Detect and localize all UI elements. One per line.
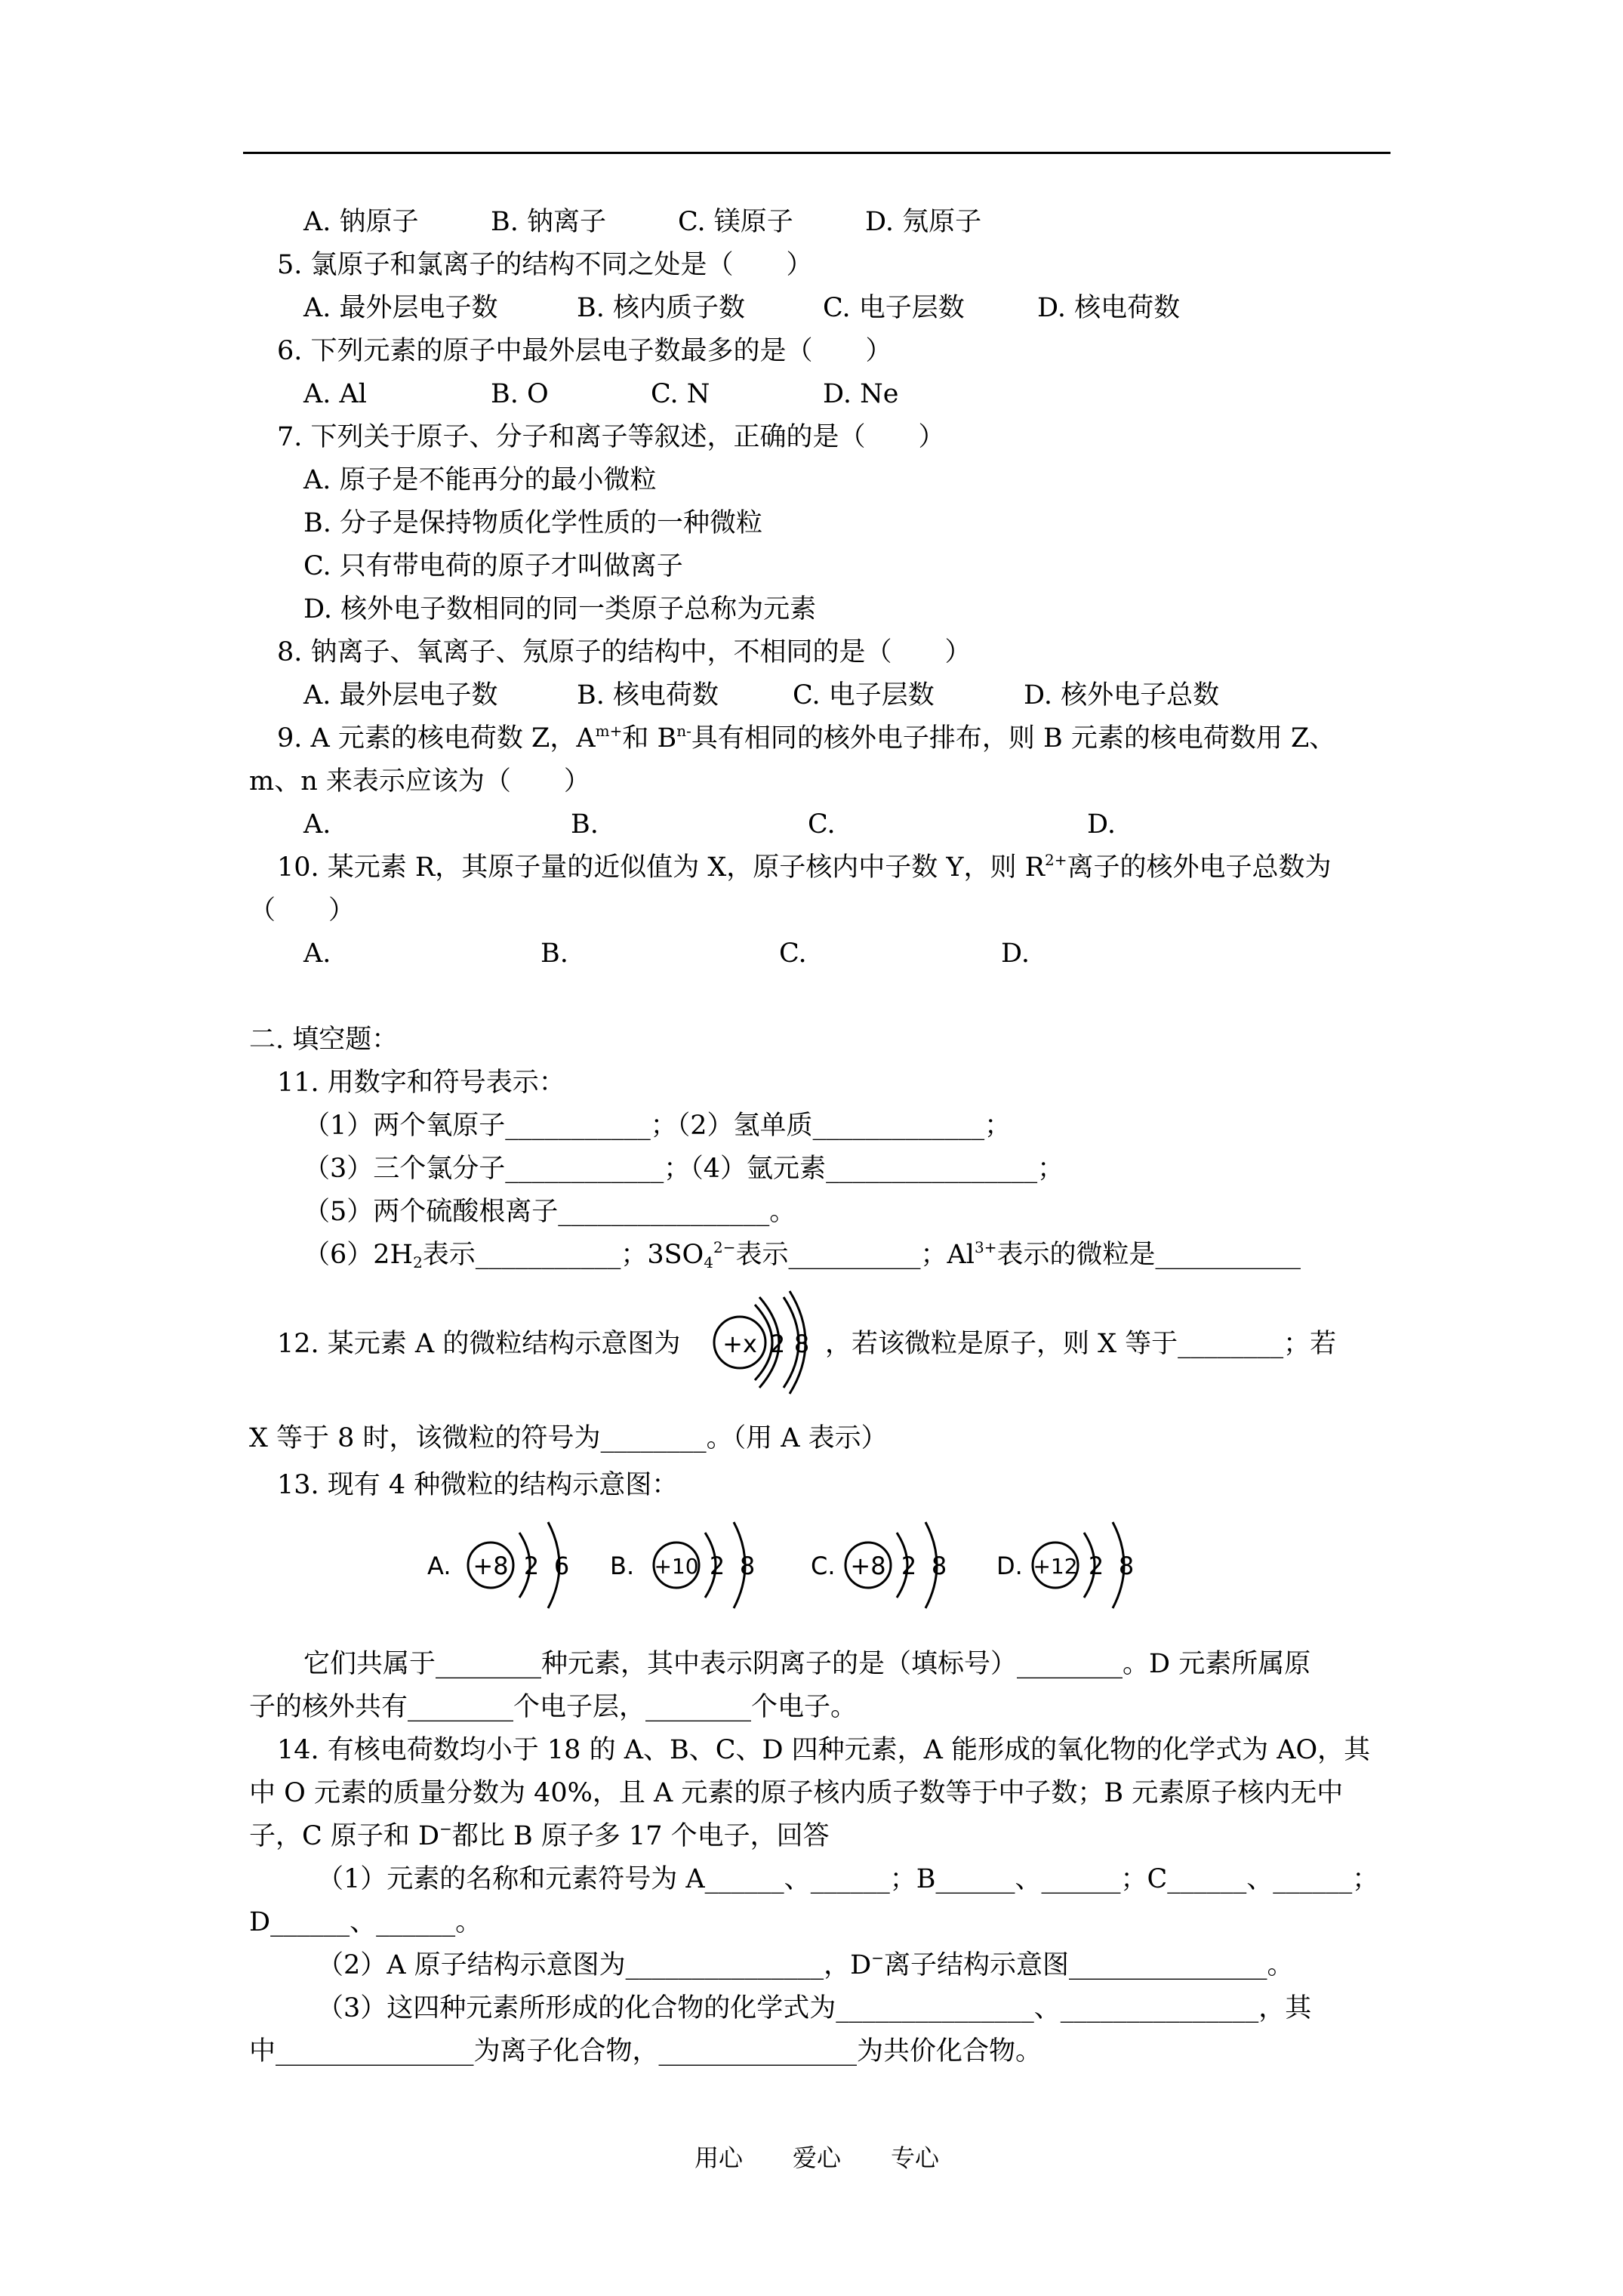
- q13-diagram-a: [427, 1522, 569, 1608]
- q9-stem-line2: m、n 来表示应该为（ ）: [249, 766, 590, 797]
- q12-shell-1-count: 2: [769, 1330, 786, 1358]
- q13-diagram-b: [610, 1522, 755, 1608]
- q6-stem: 6. 下列元素的原子中最外层电子数最多的是（ ）: [277, 336, 892, 366]
- q12-line2: X 等于 8 时，该微粒的符号为________。（用 A 表示）: [249, 1423, 888, 1453]
- q13-diagram-d-label: D.: [996, 1552, 1023, 1580]
- q13-diagram-c-shell-1-count: 2: [901, 1552, 917, 1580]
- q14-part3: （3）这四种元素所形成的化合物的化学式为_______________、_______________，其: [317, 1993, 1312, 2023]
- q4-option-c: C. 镁原子: [678, 207, 793, 237]
- q9-option-a: A.: [303, 809, 331, 840]
- q13-diagram-a-shell-2-count: 6: [553, 1552, 570, 1580]
- footer-text-3: 专心: [891, 2143, 940, 2172]
- q7-option-d: D. 核外电子数相同的同一类原子总称为元素: [303, 594, 817, 624]
- header-rule: [243, 152, 1390, 154]
- q4-option-a: A. 钠原子: [303, 207, 419, 237]
- q14-part1-line2: D______、______。: [249, 1907, 482, 1937]
- q12-shell-2-count: 8: [793, 1330, 810, 1358]
- q4-option-b: B. 钠离子: [491, 207, 606, 237]
- q10-option-c: C.: [779, 938, 807, 969]
- q5-option-c: C. 电子层数: [823, 293, 965, 323]
- q6-option-d: D. Ne: [823, 379, 899, 409]
- q13-line1: 它们共属于________种元素，其中表示阴离子的是（填标号）________。D 元素所属原: [303, 1649, 1311, 1679]
- section-title: 二. 填空题：: [249, 1025, 399, 1055]
- q10-option-a: A.: [303, 938, 331, 969]
- q5-stem: 5. 氯原子和氯离子的结构不同之处是（ ）: [277, 250, 813, 280]
- q8-option-a: A. 最外层电子数: [303, 680, 498, 710]
- q9-stem: 9. A 元素的核电荷数 Z，$A^{m+}$和 $B^{n-}$具有相同的核外电子排布，则 B 元素的核电荷数用 Z、: [277, 722, 1336, 754]
- q11-line1: （1）两个氧原子___________；（2）氢单质_____________；: [303, 1111, 1012, 1141]
- q11-line2: （3）三个氯分子____________；（4）氩元素________________；: [303, 1154, 1064, 1184]
- q10-stem: 10. 某元素 R，其原子量的近似值为 X，原子核内中子数 Y，则 $R^{2+}$离子的核外电子总数为: [277, 851, 1332, 883]
- q14-line1: 14. 有核电荷数均小于 18 的 A、B、C、D 四种元素，A 能形成的氧化物的化学式为 AO，其: [277, 1735, 1371, 1765]
- q7-option-a: A. 原子是不能再分的最小微粒: [303, 465, 657, 495]
- q4-option-d: D. 氖原子: [865, 207, 982, 237]
- q13-diagram-a-shell-1-count: 2: [523, 1552, 540, 1580]
- q9-option-c: C.: [808, 809, 836, 840]
- q12-atom-diagram: [708, 1276, 821, 1397]
- q11-line3: （5）两个硫酸根离子________________。: [303, 1197, 796, 1227]
- q8-option-b: B. 核电荷数: [577, 680, 719, 710]
- footer-text-1: 用心: [694, 2143, 744, 2172]
- q5-option-b: B. 核内质子数: [577, 293, 745, 323]
- q13-diagram-d-shell-2-count: 8: [1118, 1552, 1135, 1580]
- q13-diagram-b-shell-1-count: 2: [709, 1552, 725, 1580]
- q13-diagrams: [420, 1510, 1175, 1623]
- q7-option-b: B. 分子是保持物质化学性质的一种微粒: [303, 508, 762, 538]
- q13-diagram-d-shell-1-count: 2: [1088, 1552, 1104, 1580]
- q7-option-c: C. 只有带电荷的原子才叫做离子: [303, 551, 683, 581]
- q8-option-d: D. 核外电子总数: [1024, 680, 1220, 710]
- q14-line2: 中 O 元素的质量分数为 40%，且 A 元素的原子核内质子数等于中子数；B 元素原子核内无中: [249, 1778, 1344, 1808]
- q13-diagram-c-nucleus: +8: [850, 1552, 886, 1580]
- q12-stem-a: 12. 某元素 A 的微粒结构示意图为: [277, 1329, 681, 1359]
- q11-line4: $(6)2H_2$表示___________；$3SO_4^{2-}$表示__________；$Al^{3+}$表示的微粒是___________: [303, 1238, 1301, 1271]
- q13-diagram-b-label: B.: [610, 1552, 635, 1580]
- q13-diagram-a-label: A.: [427, 1552, 451, 1580]
- q13-diagram-d: [996, 1522, 1134, 1608]
- q11-stem: 11. 用数字和符号表示：: [277, 1068, 565, 1098]
- q5-option-d: D. 核电荷数: [1037, 293, 1181, 323]
- q10-option-d: D.: [1001, 938, 1030, 969]
- q9-option-d: D.: [1087, 809, 1116, 840]
- q6-option-b: B. O: [491, 379, 549, 409]
- q13-line2: 子的核外共有________个电子层，________个电子。: [249, 1692, 858, 1722]
- q10-option-b: B.: [540, 938, 568, 969]
- q13-stem: 13. 现有 4 种微粒的结构示意图：: [277, 1470, 679, 1500]
- q12-nucleus-label: +x: [722, 1330, 757, 1358]
- q6-option-a: A. Al: [303, 379, 367, 409]
- q13-diagram-b-shell-2-count: 8: [739, 1552, 756, 1580]
- q13-diagram-c: [811, 1522, 947, 1608]
- q10-stem-line2: （ ）: [249, 895, 356, 926]
- q8-option-c: C. 电子层数: [793, 680, 935, 710]
- footer-text-2: 爱心: [793, 2143, 842, 2172]
- q12-stem-b: ，若该微粒是原子，则 X 等于________；若: [825, 1329, 1337, 1359]
- q9-option-b: B.: [571, 809, 599, 840]
- q14-part1: （1）元素的名称和元素符号为 A______、______；B______、______；C______、______；: [317, 1864, 1379, 1894]
- q8-stem: 8. 钠离子、氧离子、氖原子的结构中，不相同的是（ ）: [277, 637, 972, 667]
- q14-part3-line2: 中_______________为离子化合物，_______________为共价化合物。: [249, 2036, 1042, 2066]
- q13-diagram-b-nucleus: +10: [654, 1554, 699, 1579]
- q6-option-c: C. N: [651, 379, 710, 409]
- q7-stem: 7. 下列关于原子、分子和离子等叙述，正确的是（ ）: [277, 422, 945, 452]
- q13-diagram-c-shell-2-count: 8: [931, 1552, 947, 1580]
- q5-option-a: A. 最外层电子数: [303, 293, 498, 323]
- q14-part2: （2）A 原子结构示意图为_______________，D−离子结构示意图_______________。: [317, 1949, 1294, 1980]
- q13-diagram-c-label: C.: [811, 1552, 836, 1580]
- q13-diagram-a-nucleus: +8: [473, 1552, 509, 1580]
- q13-diagram-d-nucleus: +12: [1033, 1554, 1078, 1579]
- q14-line3: 子，C 原子和 D−都比 B 原子多 17 个电子，回答: [249, 1820, 830, 1851]
